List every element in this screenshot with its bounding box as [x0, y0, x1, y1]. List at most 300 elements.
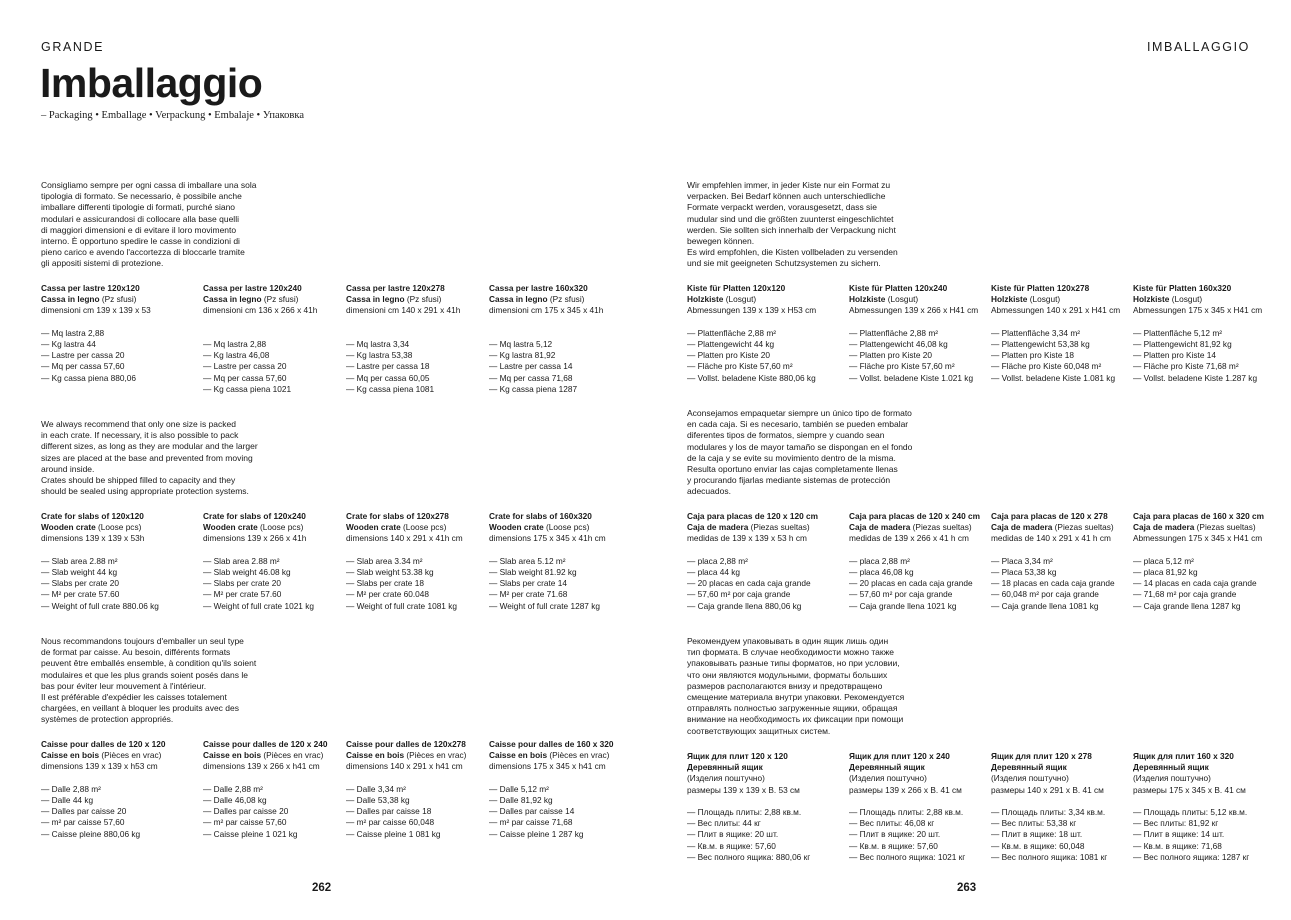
spec-title: Crate for slabs of 120x240 [203, 511, 306, 521]
spec-crate-type: Wooden crate [489, 522, 544, 533]
paragraph-line: modulaires et que les plus grands soient posés dans le [41, 669, 248, 680]
spec-item: — Lastre per cassa 20 [41, 350, 125, 361]
spec-crate-note: (Losgut) [1027, 294, 1061, 305]
spec-item: — 14 placas en cada caja grande [1133, 578, 1257, 589]
spec-item: — 57,60 m² por caja grande [687, 589, 791, 600]
spec-title: Crate for slabs of 160x320 [489, 511, 592, 521]
page-number-left: 262 [312, 882, 332, 894]
paragraph-line: We always recommend that only one size is packed [41, 419, 236, 429]
spec-item: — Caja grande llena 1081 kg [991, 600, 1099, 611]
spec-block-fr-3 [346, 739, 506, 840]
spec-item: — Weight of full crate 1021 kg [203, 600, 314, 611]
spec-item: — Площадь плиты: 2,88 кв.м. [849, 807, 964, 817]
spec-title: Caisse pour dalles de 160 x 320 [489, 739, 614, 749]
paragraph-line: de format par caisse. Au besoin, différents formats [41, 647, 231, 658]
spec-title: Ящик для плит 120 x 120 [687, 751, 788, 761]
spec-title: Caisse pour dalles de 120 x 120 [41, 739, 166, 749]
spec-item: — Dalle 3,34 m² [346, 783, 406, 794]
spec-item: — Slabs per crate 20 [41, 578, 119, 589]
spec-item: — Dalle 44 kg [41, 795, 94, 805]
spec-title: Ящик для плит 160 x 320 [1133, 751, 1234, 761]
spec-item: — Mq lastra 3,34 [346, 339, 410, 349]
spec-item: — Weight of full crate 1287 kg [489, 600, 600, 611]
spec-item: — Plattenfläche 3,34 m² [991, 327, 1081, 338]
spec-item: — Вес полного ящика: 880,06 кг [687, 851, 811, 862]
spec-dimensions: Abmessungen 175 x 345 x H41 cm [1133, 533, 1263, 544]
spec-item [203, 328, 363, 339]
page-subtitle: – Packaging • Emballage • Verpackung • Embalaje • Упаковка [41, 110, 304, 121]
spec-dimensions: dimensions 175 x 345 x 41h cm [489, 533, 606, 544]
spec-crate-type: Holzkiste [687, 294, 724, 305]
spec-item: — Kg lastra 44 [41, 339, 96, 349]
spec-crate-type: Caja de madera [687, 522, 749, 533]
spec-item: — placa 44 kg [687, 567, 741, 577]
spec-item: — Mq lastra 5,12 [489, 339, 553, 349]
spec-item: — Mq per cassa 60,05 [346, 372, 430, 383]
spec-item: — Площадь плиты: 3,34 кв.м. [991, 807, 1106, 817]
spec-item: — Кв.м. в ящике: 57,60 [849, 840, 938, 851]
spec-crate-type: Caisse en bois [489, 750, 548, 761]
spec-crate-note: (Losgut) [1169, 294, 1203, 305]
spec-item: — Weight of full crate 1081 kg [346, 600, 457, 611]
page-title: Imballaggio [40, 60, 263, 106]
spec-item: — Kg cassa piena 1021 [203, 383, 292, 394]
paragraph-line: Aconsejamos empaquetar siempre un único tipo de formato [687, 408, 912, 418]
spec-title: Ящик для плит 120 x 278 [991, 751, 1092, 761]
paragraph-line: Wir empfehlen immer, in jeder Kiste nur ein Format zu [687, 180, 891, 190]
spec-item: — Fläche pro Kiste 57,60 m² [849, 361, 955, 372]
paragraph-line: pieno carico e avendo l'accortezza di bloccarle tramite [41, 247, 245, 258]
spec-dimensions: dimensions 139 x 139 x h53 cm [41, 761, 158, 772]
paragraph-line: Consigliamo sempre per ogni cassa di imballare una sola [41, 180, 257, 190]
paragraph-line: adecuados. [687, 486, 731, 497]
spec-item: — Slab area 5.12 m² [489, 555, 566, 566]
spec-item: — Plattengewicht 81,92 kg [1133, 339, 1232, 349]
spec-crate-type: Holzkiste [991, 294, 1028, 305]
paragraph-line: imballare differenti tipologie di formati, purché siano [41, 202, 236, 213]
spec-item: — Slabs per crate 14 [489, 578, 567, 589]
spec-item: — Caja grande llena 1287 kg [1133, 600, 1241, 611]
spec-crate-note: (Losgut) [885, 294, 919, 305]
spec-item: — Kg cassa piena 880,06 [41, 372, 137, 383]
spec-item: — Kg lastra 46,08 [203, 350, 270, 361]
spec-item: — Вес плиты: 53,38 кг [991, 818, 1077, 829]
paragraph-line: Рекомендуем упаковывать в один ящик лишь один [687, 636, 889, 646]
spec-block-de-4 [1133, 283, 1291, 384]
spec-block-en-4 [489, 511, 649, 612]
spec-item: — Caisse pleine 1 287 kg [489, 828, 584, 839]
spec-item: — Caisse pleine 1 081 kg [346, 828, 441, 839]
spec-item: — placa 2,88 m² [687, 555, 748, 566]
spec-item: — Kg cassa piena 1081 [346, 383, 435, 394]
spec-item: — Platten pro Kiste 20 [849, 350, 933, 361]
spec-item: — M² per crate 71.68 [489, 589, 568, 600]
spec-block-es-1 [687, 511, 847, 612]
spec-crate-note: (Pièces en vrac) [547, 750, 610, 761]
spec-block-en-1 [41, 511, 201, 612]
spec-item: — Caja grande llena 880,06 kg [687, 600, 802, 611]
spec-title: Kiste für Platten 160x320 [1133, 283, 1232, 293]
spec-title: Ящик для плит 120 x 240 [849, 751, 950, 761]
spec-item: — Plattengewicht 53,38 kg [991, 339, 1090, 349]
spec-dimensions: dimensions 175 x 345 x h41 cm [489, 761, 606, 772]
spec-item: — Slab weight 53.38 kg [346, 567, 434, 577]
spec-item: — Weight of full crate 880.06 kg [41, 600, 159, 611]
spec-block-es-2 [849, 511, 1009, 612]
spec-item: — Placa 3,34 m² [991, 555, 1053, 566]
spec-crate-type: Holzkiste [1133, 294, 1170, 305]
spec-crate-note: (Loose pcs) [400, 522, 447, 533]
spec-item: — Вес полного ящика: 1021 кг [849, 851, 966, 862]
spec-item: — placa 5,12 m² [1133, 555, 1194, 566]
spec-item: — Slab area 2.88 m² [203, 555, 280, 566]
paragraph-line: en cada caja. Si es necesario, también se pueden embalar [687, 419, 909, 430]
paragraph-line: упаковывать разные типы форматов, но при условии, [687, 658, 900, 669]
paragraph-line: in each crate. If necessary, it is also possible to pack [41, 430, 239, 441]
paragraph-line: werden. Sie sollten sich innerhalb der Verpackung nicht [687, 224, 896, 235]
intro-paragraph-ru [687, 636, 927, 737]
spec-dimensions: Abmessungen 175 x 345 x H41 cm [1133, 305, 1263, 316]
spec-block-de-2 [849, 283, 1009, 384]
spec-block-de-1 [687, 283, 847, 384]
spec-item: — Плит в ящике: 20 шт. [687, 829, 779, 840]
intro-paragraph-de [687, 180, 927, 270]
spec-item: — Mq per cassa 71,68 [489, 372, 573, 383]
spec-title: Kiste für Platten 120x120 [687, 283, 786, 293]
paragraph-line: отправлять полностью загруженные ящики, обращая [687, 703, 898, 714]
spec-crate-note: (Pièces en vrac) [99, 750, 162, 761]
spec-block-it-3 [346, 283, 506, 395]
spec-item: — placa 2,88 m² [849, 555, 910, 566]
paragraph-line: systèmes de protection appropriés. [41, 714, 174, 725]
spec-crate-type: Деревянный ящик [849, 762, 925, 773]
spec-item: — Plattenfläche 2,88 m² [849, 327, 939, 338]
spec-dimensions: размеры 139 x 266 x В. 41 см [849, 784, 962, 795]
spec-item: — M² per crate 57.60 [203, 589, 282, 600]
paragraph-line: di maggiori dimensioni e di evitare il loro movimento [41, 224, 237, 235]
paragraph-line: around inside. [41, 463, 95, 474]
spec-dimensions: размеры 140 x 291 x В. 41 см [991, 784, 1104, 795]
spec-item: — M² per crate 57.60 [41, 589, 120, 600]
spec-title: Caisse pour dalles de 120x278 [346, 739, 466, 749]
spec-item: — Dalles par caisse 20 [203, 806, 289, 817]
paragraph-line: что они являются модульными, форматы больших [687, 669, 888, 680]
paragraph-line: Nous recommandons toujours d'emballer un seul type [41, 636, 244, 646]
spec-block-ru-3 [991, 751, 1151, 863]
spec-item: — Lastre per cassa 14 [489, 361, 573, 372]
spec-dimensions: dimensioni cm 175 x 345 x 41h [489, 305, 604, 316]
spec-item: — Slab weight 44 kg [41, 567, 118, 577]
paragraph-line: should be sealed using appropriate protection systems. [41, 486, 249, 497]
spec-block-en-3 [346, 511, 506, 612]
spec-block-ru-4 [1133, 751, 1291, 863]
spec-dimensions: medidas de 139 x 266 x 41 h cm [849, 533, 969, 544]
spec-title: Crate for slabs of 120x278 [346, 511, 449, 521]
spec-item: — Kg cassa piena 1287 [489, 383, 578, 394]
spec-item: — Fläche pro Kiste 71,68 m² [1133, 361, 1239, 372]
paragraph-line: Resulta oportuno enviar las cajas completamente llenas [687, 464, 898, 475]
spec-item: — Kg lastra 81,92 [489, 350, 556, 361]
spec-crate-note: (Pz sfusi) [261, 294, 299, 305]
spec-item: — Fläche pro Kiste 60,048 m² [991, 361, 1102, 372]
spec-item: — Кв.м. в ящике: 60,048 [991, 840, 1085, 851]
intro-paragraph-en [41, 419, 281, 497]
paragraph-line: тип формата. В случае необходимости можно также [687, 647, 894, 658]
spec-item: — Плит в ящике: 18 шт. [991, 829, 1083, 840]
spec-title: Caja para placas de 120 x 278 [991, 511, 1108, 521]
spec-dimensions: dimensioni cm 139 x 139 x 53 [41, 305, 151, 316]
spec-crate-note: (Изделия поштучно) [991, 773, 1069, 784]
spec-dimensions: dimensions 140 x 291 x 41h cm [346, 533, 463, 544]
spec-dimensions: medidas de 140 x 291 x 41 h cm [991, 533, 1111, 544]
spec-crate-type: Holzkiste [849, 294, 886, 305]
spec-item: — Площадь плиты: 5,12 кв.м. [1133, 807, 1248, 817]
spec-crate-note: (Pièces en vrac) [404, 750, 467, 761]
paragraph-line: modulares y los de mayor tamaño se dispongan en el fondo [687, 441, 913, 452]
paragraph-line: different sizes, as long as they are modular and the larger [41, 441, 258, 452]
paragraph-line: Crates should be shipped filled to capacity and they [41, 475, 236, 486]
paragraph-line: sizes are placed at the base and prevented from moving [41, 452, 253, 463]
spec-block-en-2 [203, 511, 363, 612]
spec-item: — Dalles par caisse 14 [489, 806, 575, 817]
spec-item [489, 328, 649, 339]
paragraph-line: внимание на необходимость их фиксации при помощи [687, 714, 904, 725]
paragraph-line: verpacken. Bei Bedarf können auch unterschiedliche [687, 191, 886, 202]
spec-item: — placa 81,92 kg [1133, 567, 1198, 577]
intro-paragraph-es [687, 408, 927, 498]
spec-dimensions: medidas de 139 x 139 x 53 h cm [687, 533, 807, 544]
spec-item: — Slabs per crate 18 [346, 578, 424, 589]
spec-crate-type: Caja de madera [991, 522, 1053, 533]
spec-crate-type: Cassa in legno [203, 294, 262, 305]
spec-item: — 71,68 m² por caja grande [1133, 589, 1237, 600]
spec-item: — Caisse pleine 1 021 kg [203, 828, 298, 839]
page-number-right: 263 [957, 882, 977, 894]
spec-block-es-3 [991, 511, 1151, 612]
spec-dimensions: Abmessungen 139 x 139 x H53 cm [687, 305, 817, 316]
paragraph-line: y procurando fijarlas mediante sistemas de protección [687, 475, 891, 486]
spec-dimensions: Abmessungen 140 x 291 x H41 cm [991, 305, 1121, 316]
paragraph-line: diferentes tipos de formatos, siempre y cuando sean [687, 430, 885, 441]
spec-item: — Slab area 2.88 m² [41, 555, 118, 566]
spec-title: Kiste für Platten 120x278 [991, 283, 1090, 293]
spec-crate-type: Wooden crate [41, 522, 96, 533]
spec-dimensions: Abmessungen 139 x 266 x H41 cm [849, 305, 979, 316]
spec-item [346, 328, 506, 339]
paragraph-line: und sie mit geeigneten Schutzsystemen zu sichern. [687, 258, 881, 269]
spec-crate-type: Wooden crate [203, 522, 258, 533]
spec-dimensions: dimensions 139 x 266 x h41 cm [203, 761, 320, 772]
spec-title: Caja para placas de 120 x 120 cm [687, 511, 818, 521]
spec-crate-type: Деревянный ящик [1133, 762, 1209, 773]
spec-block-ru-1 [687, 751, 847, 863]
spec-item: — Dalle 2,88 m² [41, 783, 101, 794]
spec-item: — M² per crate 60.048 [346, 589, 430, 600]
spec-crate-type: Cassa in legno [346, 294, 405, 305]
spec-title: Cassa per lastre 120x120 [41, 283, 140, 293]
spec-dimensions: dimensions 139 x 266 x 41h [203, 533, 307, 544]
spec-dimensions: dimensioni cm 136 x 266 x 41h [203, 305, 318, 316]
spec-item: — m² par caisse 71,68 [489, 817, 573, 828]
spec-block-ru-2 [849, 751, 1009, 863]
paragraph-line: tipologia di formato. Se necessario, è possibile anche [41, 191, 242, 202]
spec-item: — Вес плиты: 46,08 кг [849, 818, 935, 829]
spec-block-fr-2 [203, 739, 363, 840]
spec-title: Kiste für Platten 120x240 [849, 283, 948, 293]
spec-title: Cassa per lastre 120x278 [346, 283, 445, 293]
spec-item: — Dalle 53,38 kg [346, 795, 410, 805]
spec-item: — 20 placas en cada caja grande [849, 578, 973, 589]
spec-item: — Caisse pleine 880,06 kg [41, 828, 141, 839]
spec-block-fr-1 [41, 739, 201, 840]
spec-crate-type: Деревянный ящик [687, 762, 763, 773]
spec-title: Cassa per lastre 120x240 [203, 283, 302, 293]
spec-crate-type: Деревянный ящик [991, 762, 1067, 773]
spec-block-fr-4 [489, 739, 649, 840]
spec-item: — Platten pro Kiste 14 [1133, 350, 1217, 361]
intro-paragraph-it [41, 180, 281, 270]
spec-crate-type: Caisse en bois [41, 750, 100, 761]
spec-item: — Площадь плиты: 2,88 кв.м. [687, 807, 802, 817]
spec-item: — Slabs per crate 20 [203, 578, 281, 589]
spec-crate-type: Caja de madera [1133, 522, 1195, 533]
paragraph-line: modulari e assicurandosi di collocare alla base quelli [41, 213, 239, 224]
spec-block-de-3 [991, 283, 1151, 384]
spec-item: — Vollst. beladene Kiste 1.287 kg [1133, 372, 1258, 383]
spec-item: — Platten pro Kiste 18 [991, 350, 1075, 361]
spec-title: Crate for slabs of 120x120 [41, 511, 144, 521]
spec-item: — Slab area 3.34 m² [346, 555, 423, 566]
spec-item: — 60,048 m² por caja grande [991, 589, 1099, 600]
spec-item: — placa 46,08 kg [849, 567, 914, 577]
paragraph-line: mudular sind und die größten zuunterst eingeschlichtet [687, 213, 894, 224]
spec-item: — Vollst. beladene Kiste 880,06 kg [687, 372, 816, 383]
spec-item: — Плит в ящике: 14 шт. [1133, 829, 1225, 840]
spec-item: — Lastre per cassa 20 [203, 361, 287, 372]
spec-title: Caisse pour dalles de 120 x 240 [203, 739, 328, 749]
paragraph-line: Formate verpackt werden, vorausgesetzt, dass sie [687, 202, 877, 213]
spec-item: — Kg lastra 53,38 [346, 350, 413, 361]
spec-item: — Fläche pro Kiste 57,60 m² [687, 361, 793, 372]
spec-item: — Mq per cassa 57,60 [203, 372, 287, 383]
intro-paragraph-fr [41, 636, 281, 726]
paragraph-line: Es wird empfohlen, die Kisten vollbeladen zu versenden [687, 247, 898, 258]
paragraph-line: Il est préférable d'expédier les caisses totalement [41, 692, 227, 703]
spec-item: — Вес плиты: 44 кг [687, 818, 761, 829]
spec-crate-note: (Loose pcs) [257, 522, 304, 533]
spec-item: — Vollst. beladene Kiste 1.021 kg [849, 372, 974, 383]
paragraph-line: смещение материала внутри упаковки. Рекомендуется [687, 692, 905, 703]
spec-crate-note: (Piezas sueltas) [748, 522, 810, 533]
spec-item: — Platten pro Kiste 20 [687, 350, 771, 361]
spec-crate-note: (Loose pcs) [95, 522, 142, 533]
spec-crate-note: (Pz sfusi) [547, 294, 585, 305]
spec-item: — Кв.м. в ящике: 71,68 [1133, 840, 1222, 851]
paragraph-line: de la caja y se evite su movimiento dentro de la misma. [687, 452, 896, 463]
spec-dimensions: размеры 139 x 139 x В. 53 см [687, 784, 800, 795]
spec-crate-note: (Pz sfusi) [404, 294, 442, 305]
spec-crate-note: (Losgut) [723, 294, 757, 305]
spec-crate-type: Caisse en bois [203, 750, 262, 761]
spec-item: — Plattenfläche 5,12 m² [1133, 327, 1223, 338]
spec-crate-note: (Pièces en vrac) [261, 750, 324, 761]
spec-crate-note: (Piezas sueltas) [910, 522, 972, 533]
spec-crate-note: (Pz sfusi) [99, 294, 137, 305]
spec-title: Caja para placas de 160 x 320 cm [1133, 511, 1264, 521]
paragraph-line: bas pour éviter leur mouvement à l'intérieur. [41, 680, 207, 691]
spec-block-it-2 [203, 283, 363, 395]
running-header: IMBALLAGGIO [1146, 40, 1250, 54]
paragraph-line: chargées, en veillant à bloquer les produits avec des [41, 703, 239, 714]
spec-item: — Lastre per cassa 18 [346, 361, 430, 372]
spec-crate-type: Caja de madera [849, 522, 911, 533]
spec-item: — Slab weight 46.08 kg [203, 567, 291, 577]
spec-crate-note: (Изделия поштучно) [1133, 773, 1211, 784]
spec-dimensions: dimensions 139 x 139 x 53h [41, 533, 145, 544]
spec-item: — Dalle 46,08 kg [203, 795, 267, 805]
spec-item: — Плит в ящике: 20 шт. [849, 829, 941, 840]
spec-item: — Dalles par caisse 18 [346, 806, 432, 817]
spec-crate-type: Caisse en bois [346, 750, 405, 761]
spec-dimensions: dimensions 140 x 291 x h41 cm [346, 761, 463, 772]
spec-item: — Dalle 5,12 m² [489, 783, 549, 794]
spec-item: — Кв.м. в ящике: 57,60 [687, 840, 776, 851]
spec-item: — m² par caisse 57,60 [41, 817, 125, 828]
spec-item: — m² par caisse 60,048 [346, 817, 435, 828]
spec-title: Caja para placas de 120 x 240 cm [849, 511, 980, 521]
spec-crate-note: (Loose pcs) [543, 522, 590, 533]
spec-item: — 57,60 m² por caja grande [849, 589, 953, 600]
spec-item: — Vollst. beladene Kiste 1.081 kg [991, 372, 1116, 383]
spec-crate-note: (Изделия поштучно) [849, 773, 927, 784]
spec-title: Cassa per lastre 160x320 [489, 283, 588, 293]
spec-item: — Вес полного ящика: 1287 кг [1133, 851, 1250, 862]
spec-item: — Dalle 81,92 kg [489, 795, 553, 805]
spec-dimensions: размеры 175 x 345 x В. 41 см [1133, 784, 1246, 795]
spec-item: — m² par caisse 57,60 [203, 817, 287, 828]
paragraph-line: gli appositi sistemi di protezione. [41, 258, 164, 269]
spec-dimensions: dimensioni cm 140 x 291 x 41h [346, 305, 461, 316]
spec-item: — Вес полного ящика: 1081 кг [991, 851, 1108, 862]
spec-block-es-4 [1133, 511, 1291, 612]
spec-item: — Plattengewicht 46,08 kg [849, 339, 948, 349]
paragraph-line: соответствующих защитных систем. [687, 725, 831, 736]
spec-crate-type: Cassa in legno [41, 294, 100, 305]
spec-item: — 18 placas en cada caja grande [991, 578, 1115, 589]
paragraph-line: peuvent être emballés ensemble, à condition qu'ils soient [41, 658, 257, 669]
spec-crate-note: (Piezas sueltas) [1052, 522, 1114, 533]
spec-item: — Plattenfläche 2,88 m² [687, 327, 777, 338]
spec-item: — Dalle 2,88 m² [203, 783, 263, 794]
spec-item: — Placa 53,38 kg [991, 567, 1057, 577]
spec-item: — 20 placas en cada caja grande [687, 578, 811, 589]
spec-block-it-4 [489, 283, 649, 395]
spec-item: — Вес плиты: 81,92 кг [1133, 818, 1219, 829]
spec-item: — Mq lastra 2,88 [203, 339, 267, 349]
paragraph-line: interno. È opportuno spedire le casse in condizioni di [41, 236, 240, 247]
spec-item: — Plattengewicht 44 kg [687, 339, 775, 349]
spec-item: — Mq lastra 2,88 [41, 327, 105, 338]
spec-item: — Caja grande llena 1021 kg [849, 600, 957, 611]
paragraph-line: bewegen können. [687, 236, 755, 247]
spec-item: — Slab weight 81.92 kg [489, 567, 577, 577]
spec-crate-type: Cassa in legno [489, 294, 548, 305]
paragraph-line: размеров располагаются внизу и предотвращено [687, 680, 883, 691]
section-kicker: GRANDE [41, 40, 105, 54]
spec-block-it-1 [41, 283, 201, 384]
spec-crate-note: (Изделия поштучно) [687, 773, 765, 784]
spec-item: — Dalles par caisse 20 [41, 806, 127, 817]
